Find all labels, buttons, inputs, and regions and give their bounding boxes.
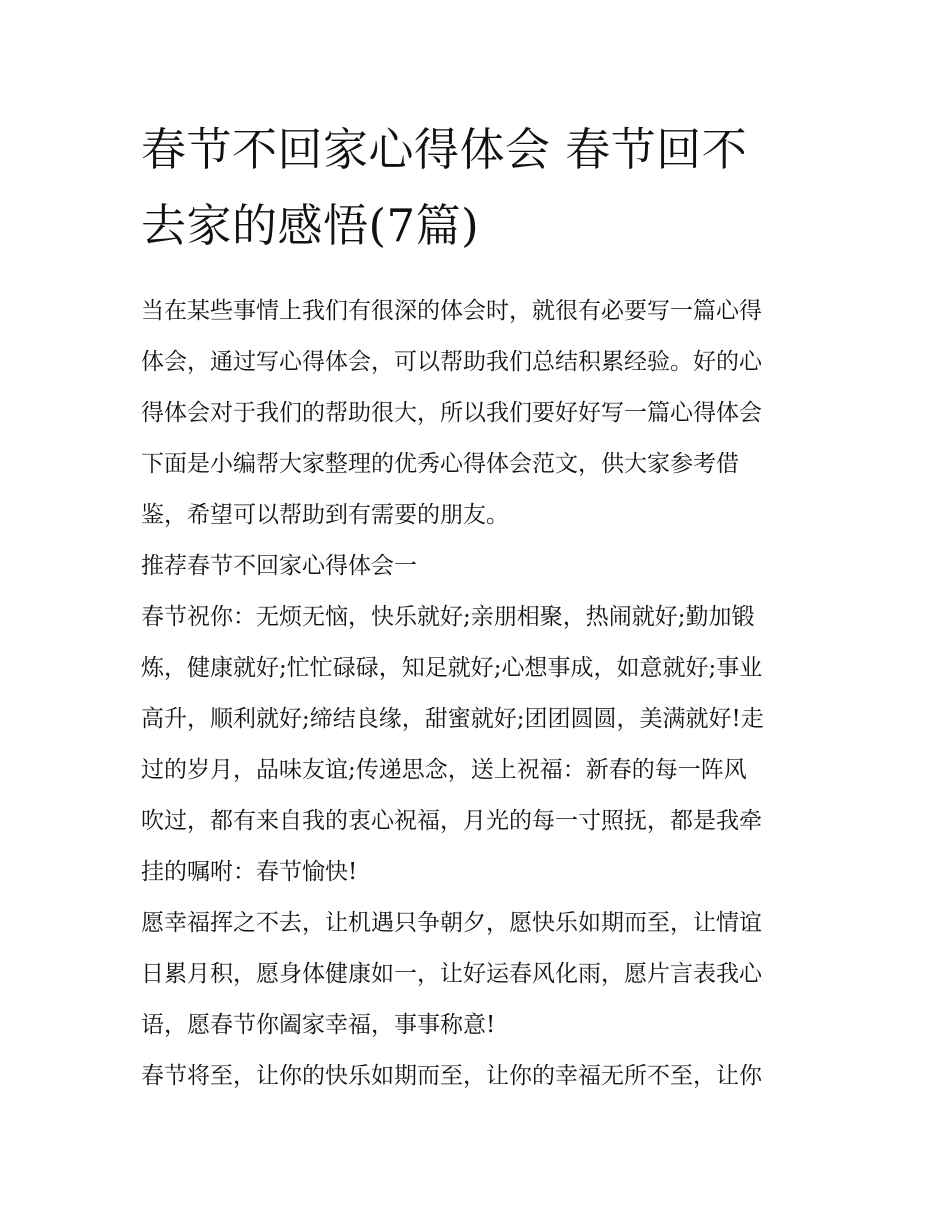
paragraph-intro — [141, 286, 813, 541]
title-line: 去家的感悟(7篇) — [141, 199, 480, 252]
text-line: 下面是小编帮大家整理的优秀心得体会范文，供大家参考借 — [141, 451, 739, 477]
paragraph-greeting-1 — [141, 592, 813, 898]
text-line: 过的岁月，品味友谊;传递思念，送上祝福：新春的每一阵风 — [141, 757, 747, 783]
text-line: 春节将至，让你的快乐如期而至，让你的幸福无所不至，让你 — [141, 1063, 762, 1089]
paragraph-greeting-3 — [141, 1051, 813, 1102]
text-line: 鉴，希望可以帮助到有需要的朋友。 — [141, 502, 509, 528]
title-line: 春节不回家心得体会 春节回不 — [141, 123, 748, 176]
text-line: 挂的嘱咐：春节愉快! — [141, 859, 358, 885]
text-line: 吹过，都有来自我的衷心祝福，月光的每一寸照抚，都是我牵 — [141, 808, 762, 834]
text-line: 推荐春节不回家心得体会一 — [141, 553, 417, 579]
text-line: 愿幸福挥之不去，让机遇只争朝夕，愿快乐如期而至，让情谊 — [141, 910, 762, 936]
text-line: 体会，通过写心得体会，可以帮助我们总结积累经验。好的心 — [141, 349, 762, 375]
document-page — [141, 112, 813, 1102]
text-line: 当在某些事情上我们有很深的体会时，就很有必要写一篇心得 — [141, 298, 762, 324]
text-line: 高升，顺利就好;缔结良缘，甜蜜就好;团团圆圆，美满就好!走 — [141, 706, 764, 732]
document-title — [141, 112, 813, 264]
text-line: 炼，健康就好;忙忙碌碌，知足就好;心想事成，如意就好;事业 — [141, 655, 763, 681]
paragraph-greeting-2 — [141, 898, 813, 1051]
section-heading — [141, 541, 813, 592]
text-line: 日累月积，愿身体健康如一，让好运春风化雨，愿片言表我心 — [141, 961, 762, 987]
document-body — [141, 286, 813, 1102]
text-line: 春节祝你：无烦无恼，快乐就好;亲朋相聚，热闹就好;勤加锻 — [141, 604, 755, 630]
text-line: 语，愿春节你阖家幸福，事事称意! — [141, 1012, 496, 1038]
text-line: 得体会对于我们的帮助很大，所以我们要好好写一篇心得体会 — [141, 400, 762, 426]
